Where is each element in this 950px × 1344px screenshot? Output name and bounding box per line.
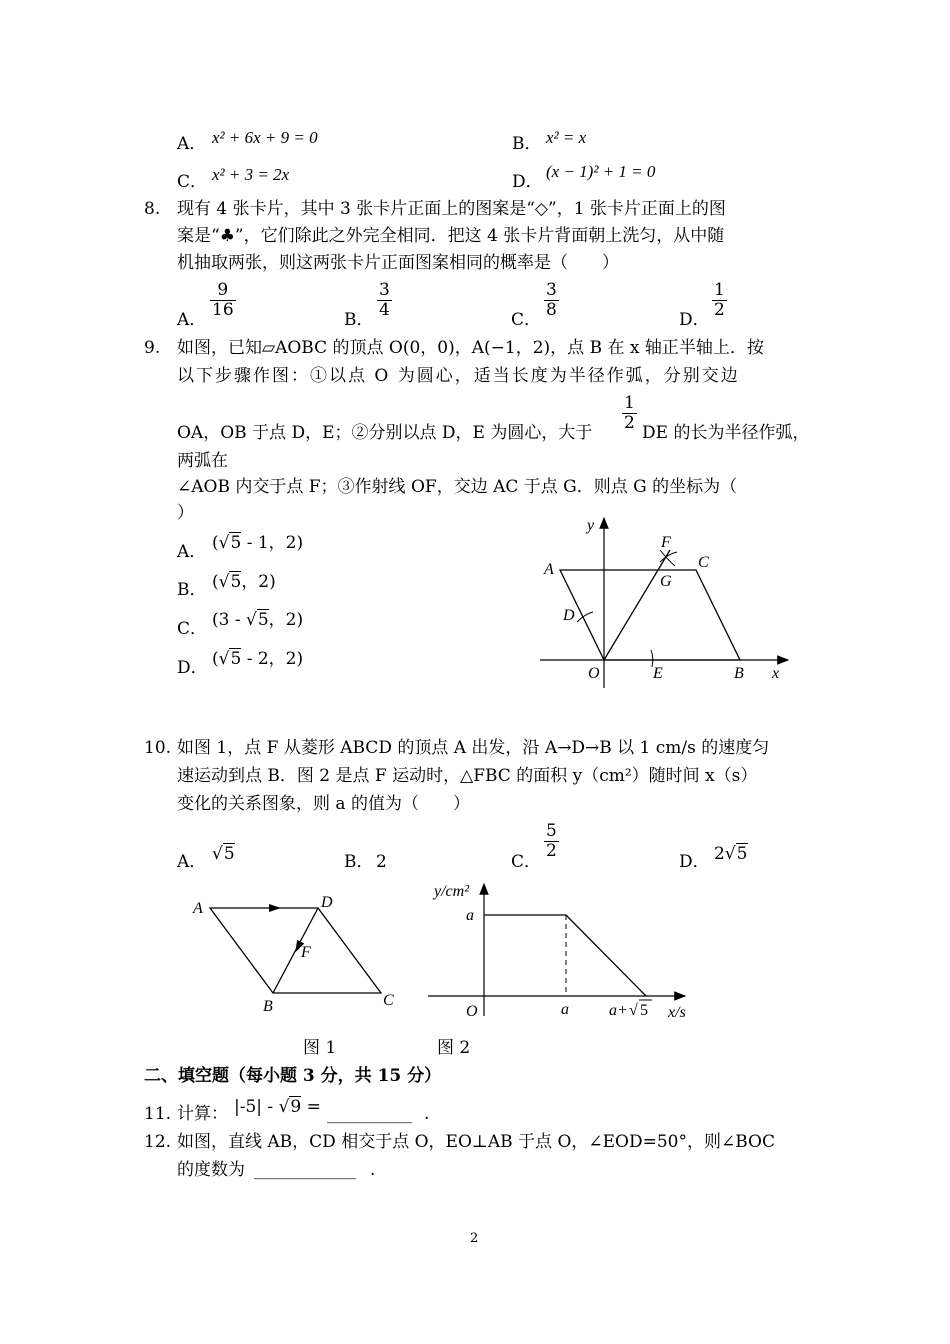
label-c: C	[698, 554, 709, 571]
q9-option-c-label: C．	[177, 619, 208, 639]
radicand: 5	[230, 533, 242, 553]
q7-option-d-label: D．	[512, 172, 543, 192]
q10-line-1: 如图 1，点 F 从菱形 ABCD 的顶点 A 出发，沿 A→D→B 以 1 cm/s 的速度匀	[177, 738, 770, 758]
radicand: 5	[230, 649, 242, 669]
sqrt: √5	[218, 533, 242, 553]
q10-option-a-label: A．	[177, 852, 207, 872]
q8-option-d-label: D．	[679, 310, 710, 330]
q11-expression	[234, 1097, 321, 1117]
q9-option-b-label: B．	[177, 580, 207, 600]
q9-line-5: ∠AOB 内交于点 F；③作射线 OF，交边 AC 于点 G．则点 G 的坐标为（	[177, 477, 738, 497]
label-c: C	[383, 992, 394, 1009]
q7-option-a: x² + 6x + 9 = 0	[212, 128, 318, 147]
q10-option-b-label: B．	[344, 852, 374, 872]
q7-option-b-label: B．	[512, 134, 542, 154]
q9-line-3-end: DE 的长为半径作弧，	[642, 423, 810, 443]
q8-option-a-label: A．	[177, 310, 207, 330]
q8-line-1: 现有 4 张卡片，其中 3 张卡片正面上的图案是“◇”，1 张卡片正面上的图	[177, 199, 726, 219]
q9-option-a-label: A．	[177, 542, 207, 562]
label-d: D	[321, 894, 333, 911]
q10-figure-1-caption: 图 1	[303, 1038, 337, 1058]
sqrt: √5	[246, 610, 269, 630]
q9-option-d	[212, 649, 303, 669]
radicand: 5	[736, 844, 748, 864]
q10-line-2: 速运动到点 B．图 2 是点 F 运动时，△FBC 的面积 y（cm²）随时间 x（s）	[177, 766, 758, 786]
q12-line-1: 如图，直线 AB，CD 相交于点 O，EO⊥AB 于点 O，∠EOD=50°，则∠BOC	[177, 1132, 775, 1152]
q10-figure-1	[185, 890, 410, 1025]
q7-option-c-label: C．	[177, 172, 208, 192]
ray-of	[604, 550, 670, 660]
denominator: 2	[546, 840, 557, 861]
text: y/cm²	[434, 883, 469, 900]
q11-number: 11.	[144, 1104, 172, 1124]
radicand: 9	[290, 1097, 302, 1117]
label-d: D	[563, 607, 575, 624]
q9-number: 9.	[144, 338, 161, 358]
text: (	[212, 572, 219, 592]
sqrt: √5	[218, 572, 242, 592]
sqrt: √5	[724, 844, 748, 864]
label-o: O	[588, 665, 600, 682]
q9-line-3-start: OA，OB 于点 D，E；②分别以点 D，E 为圆心，大于	[177, 423, 593, 443]
q11-answer-blank: __________	[327, 1104, 412, 1124]
page-number: 2	[470, 1231, 479, 1246]
label-b: B	[263, 998, 273, 1015]
q9-figure	[530, 510, 800, 690]
q10-option-a	[212, 844, 235, 864]
label-sqrt-sign: √	[629, 1002, 638, 1019]
q11-prefix: 计算：	[177, 1104, 228, 1124]
area-graph	[484, 915, 646, 996]
denominator: 2	[624, 412, 635, 433]
text: ，2)	[241, 572, 276, 592]
q9-line-4: 两弧在	[177, 451, 228, 471]
text: ，2)	[268, 610, 304, 630]
text: - 2，2)	[241, 649, 304, 669]
q9-option-d-label: D．	[177, 658, 208, 678]
numerator: 9	[210, 281, 236, 301]
text: =	[301, 1097, 321, 1117]
q7-option-a-label: A．	[177, 134, 207, 154]
label-a: A	[193, 900, 203, 917]
sqrt: √9	[278, 1097, 302, 1117]
q10-line-3: 变化的关系图象，则 a 的值为（ ）	[177, 794, 470, 814]
q10-number: 10.	[144, 738, 172, 758]
numerator: 3	[379, 280, 390, 300]
q8-option-c-fraction	[544, 281, 559, 319]
q8-number: 8.	[144, 199, 161, 219]
q7-option-c: x² + 3 = 2x	[212, 165, 290, 184]
label-y: y	[587, 517, 595, 534]
denominator: 8	[546, 299, 557, 320]
label-a-x: a	[561, 1001, 569, 1018]
q12-answer-blank: ____________	[254, 1160, 356, 1180]
q9-line-1: 如图，已知▱AOBC 的顶点 O(0，0)，A(−1，2)，点 B 在 x 轴正半轴上．按	[177, 338, 764, 358]
numerator: 1	[624, 393, 635, 413]
label-x-axis: x/s	[668, 1004, 686, 1021]
denominator: 16	[212, 299, 234, 320]
label-o: O	[466, 1003, 478, 1020]
radicand: 5	[223, 844, 235, 864]
q9-line-2: 以下步骤作图：①以点 O 为圆心，适当长度为半径作弧，分别交边	[177, 366, 740, 386]
arrow-d-to-b	[298, 908, 318, 947]
label-y-axis	[432, 883, 470, 900]
q8-option-d-fraction	[712, 281, 727, 319]
coefficient: 2	[714, 844, 725, 864]
q7-option-b: x² = x	[546, 128, 587, 147]
q10-option-c-label: C．	[511, 852, 542, 872]
denominator: 4	[379, 299, 390, 320]
q9-option-a	[212, 533, 303, 553]
q10-option-d	[714, 844, 748, 864]
numerator: 3	[546, 280, 557, 300]
section-2-title: 二、填空题（每小题 3 分，共 15 分）	[144, 1066, 442, 1086]
label-g: G	[660, 573, 672, 590]
q8-option-b-label: B．	[344, 310, 374, 330]
q9-option-c	[212, 610, 303, 630]
radicand: 5	[257, 610, 269, 630]
label-f: F	[661, 534, 671, 551]
text: (	[212, 533, 219, 553]
q10-figure-2	[420, 878, 700, 1028]
q11-end: .	[424, 1104, 430, 1124]
q8-option-c-label: C．	[511, 310, 542, 330]
label-e: E	[653, 665, 663, 682]
label-x: x	[772, 665, 780, 682]
label-radicand: 5	[640, 1002, 648, 1019]
label-f: F	[301, 944, 311, 961]
radicand: 5	[230, 572, 242, 592]
q10-option-d-label: D．	[679, 852, 710, 872]
q7-option-d: (x − 1)² + 1 = 0	[546, 162, 656, 181]
q10-option-b: 2	[376, 852, 387, 872]
q8-option-a-fraction	[210, 281, 236, 319]
label-a-y: a	[466, 907, 474, 924]
q12-line-2-start: 的度数为	[177, 1160, 245, 1180]
label-a-plus: a+	[609, 1002, 628, 1019]
q9-line-6: ）	[177, 503, 194, 523]
q12-end: .	[370, 1160, 376, 1180]
sqrt: √5	[212, 844, 235, 864]
q10-option-c-fraction	[544, 822, 559, 860]
q9-option-b	[212, 572, 276, 592]
q8-line-3: 机抽取两张，则这两张卡片正面图案相同的概率是（ ）	[177, 253, 619, 273]
text: (3 -	[212, 610, 246, 630]
q8-option-b-fraction	[377, 281, 392, 319]
text: (	[212, 649, 219, 669]
text: |-5| -	[234, 1097, 279, 1117]
denominator: 2	[714, 299, 725, 320]
label-b: B	[734, 665, 744, 682]
text: - 1，2)	[241, 533, 304, 553]
q8-line-2: 案是“♣”，它们除此之外完全相同．把这 4 张卡片背面朝上洗匀，从中随	[177, 226, 725, 246]
q9-half-fraction	[622, 394, 637, 432]
numerator: 5	[546, 821, 557, 841]
label-a: A	[544, 561, 554, 578]
q10-figure-2-caption: 图 2	[437, 1038, 471, 1058]
q12-number: 12.	[144, 1132, 172, 1152]
numerator: 1	[714, 280, 725, 300]
sqrt: √5	[218, 649, 242, 669]
